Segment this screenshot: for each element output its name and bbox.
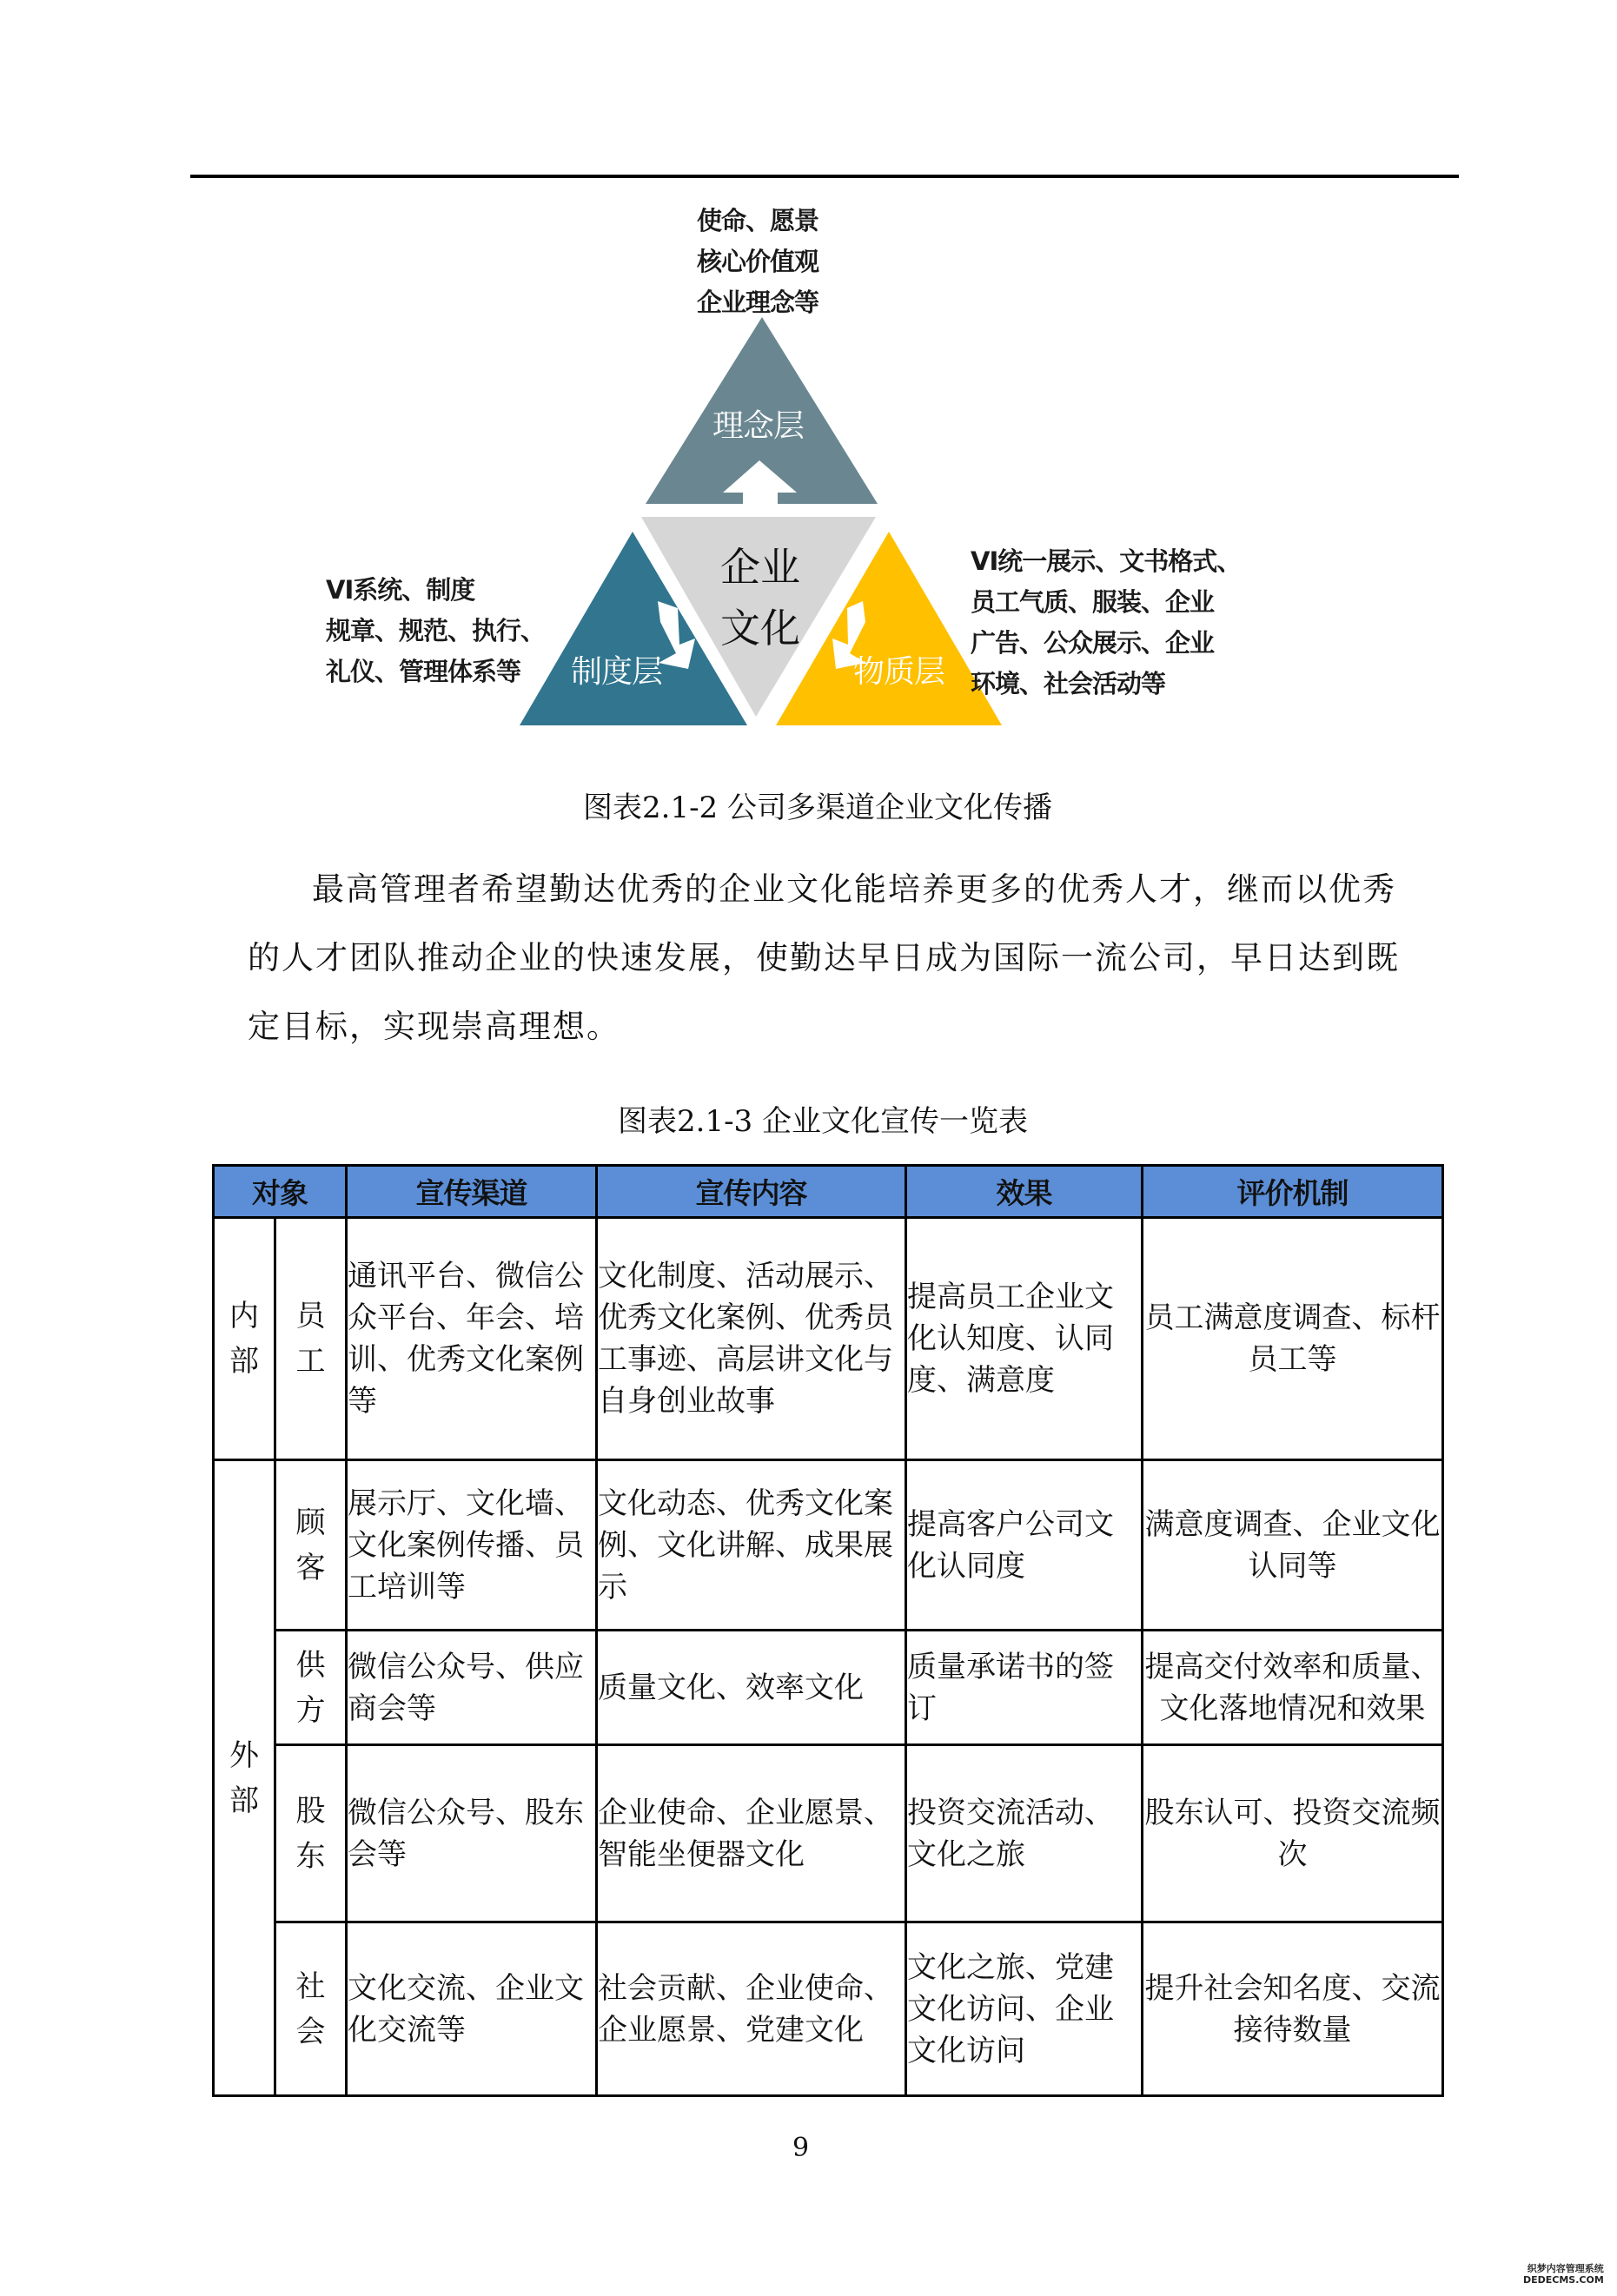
target-cell	[275, 1922, 347, 2096]
culture-promotion-table	[212, 1164, 1444, 2097]
channel-cell: 展示厅、文化墙、文化案例传播、员工培训等	[347, 1460, 597, 1631]
table-row	[214, 1218, 1443, 1460]
note-line: VI系统、制度	[326, 575, 475, 605]
channel-cell: 微信公众号、股东会等	[347, 1745, 597, 1922]
watermark-line: 织梦内容管理系统	[1527, 2263, 1604, 2274]
note-line: 核心价值观	[697, 247, 819, 276]
material-layer-label: 物质层	[853, 654, 945, 690]
content-cell: 文化动态、优秀文化案例、文化讲解、成果展示	[597, 1460, 906, 1631]
figure-caption: 图表2.1-2 公司多渠道企业文化传播	[583, 791, 1052, 825]
effect-cell: 投资交流活动、文化之旅	[906, 1745, 1143, 1922]
content-cell: 文化制度、活动展示、优秀文化案例、优秀员工事迹、高层讲文化与自身创业故事	[597, 1218, 906, 1460]
culture-layers-diagram	[0, 0, 1617, 782]
evaluation-cell: 员工满意度调查、标杆员工等	[1143, 1218, 1443, 1460]
target-label: 供方	[295, 1647, 326, 1728]
system-layer-label: 制度层	[571, 654, 663, 690]
concept-layer-notes	[697, 201, 818, 323]
culture-core-label	[712, 537, 808, 658]
evaluation-cell: 满意度调查、企业文化认同等	[1143, 1460, 1443, 1631]
header-target: 对象	[214, 1166, 347, 1218]
material-layer-notes	[971, 541, 1241, 705]
header-content: 宣传内容	[597, 1166, 906, 1218]
evaluation-cell: 提升社会知名度、交流接待数量	[1143, 1922, 1443, 2096]
evaluation-cell: 提高交付效率和质量、文化落地情况和效果	[1143, 1631, 1443, 1745]
table-header-row	[214, 1166, 1443, 1218]
paragraph-line: 定目标，实现崇高理想。	[248, 1008, 620, 1045]
content-cell: 质量文化、效率文化	[597, 1631, 906, 1745]
target-cell	[275, 1460, 347, 1631]
note-line: 使命、愿景	[697, 206, 819, 235]
target-label: 股东	[295, 1793, 326, 1874]
system-layer-notes	[326, 570, 545, 692]
evaluation-cell: 股东认可、投资交流频次	[1143, 1745, 1443, 1922]
table-row	[214, 1922, 1443, 2096]
note-line: 企业理念等	[697, 288, 819, 317]
effect-cell: 提高员工企业文化认知度、认同度、满意度	[906, 1218, 1143, 1460]
page-number: 9	[792, 2133, 810, 2163]
target-cell	[275, 1745, 347, 1922]
channel-cell: 微信公众号、供应商会等	[347, 1631, 597, 1745]
target-label: 员工	[295, 1299, 326, 1379]
table-row	[214, 1631, 1443, 1745]
group-label: 内部	[229, 1299, 259, 1379]
target-label: 顾客	[295, 1505, 326, 1585]
group-label: 外部	[229, 1737, 259, 1818]
header-evaluation: 评价机制	[1143, 1166, 1443, 1218]
effect-cell: 提高客户公司文化认同度	[906, 1460, 1143, 1631]
target-cell	[275, 1631, 347, 1745]
note-line: VI统一展示、文书格式、	[971, 546, 1242, 576]
effect-cell: 文化之旅、党建文化访问、企业文化访问	[906, 1922, 1143, 2096]
note-line: 规章、规范、执行、	[326, 616, 546, 645]
channel-cell: 文化交流、企业文化交流等	[347, 1922, 597, 2096]
table-caption: 图表2.1-3 企业文化宣传一览表	[618, 1104, 1028, 1139]
concept-layer-label: 理念层	[712, 408, 805, 444]
core-label-line: 企业	[720, 544, 800, 591]
watermark	[1523, 2263, 1604, 2286]
core-label-line: 文化	[720, 605, 800, 652]
note-line: 员工气质、服装、企业	[971, 587, 1215, 617]
group-external	[214, 1460, 275, 2096]
note-line: 礼仪、管理体系等	[326, 657, 521, 686]
diagram-shapes	[0, 0, 1617, 782]
group-internal	[214, 1218, 275, 1460]
effect-cell: 质量承诺书的签订	[906, 1631, 1143, 1745]
target-cell	[275, 1218, 347, 1460]
note-line: 广告、公众展示、企业	[971, 628, 1215, 658]
paragraph-line: 最高管理者希望勤达优秀的企业文化能培养更多的优秀人才，继而以优秀	[312, 870, 1396, 908]
content-cell: 社会贡献、企业使命、企业愿景、党建文化	[597, 1922, 906, 2096]
header-channel: 宣传渠道	[347, 1166, 597, 1218]
target-label: 社会	[295, 1968, 326, 2049]
paragraph-line: 的人才团队推动企业的快速发展，使勤达早日成为国际一流公司，早日达到既	[248, 939, 1400, 976]
note-line: 环境、社会活动等	[971, 669, 1166, 698]
table-row	[214, 1745, 1443, 1922]
watermark-line: DEDECMS.COM	[1523, 2274, 1604, 2286]
body-paragraph	[248, 855, 1400, 1061]
content-cell: 企业使命、企业愿景、智能坐便器文化	[597, 1745, 906, 1922]
table-row	[214, 1460, 1443, 1631]
header-effect: 效果	[906, 1166, 1143, 1218]
channel-cell: 通讯平台、微信公众平台、年会、培训、优秀文化案例等	[347, 1218, 597, 1460]
